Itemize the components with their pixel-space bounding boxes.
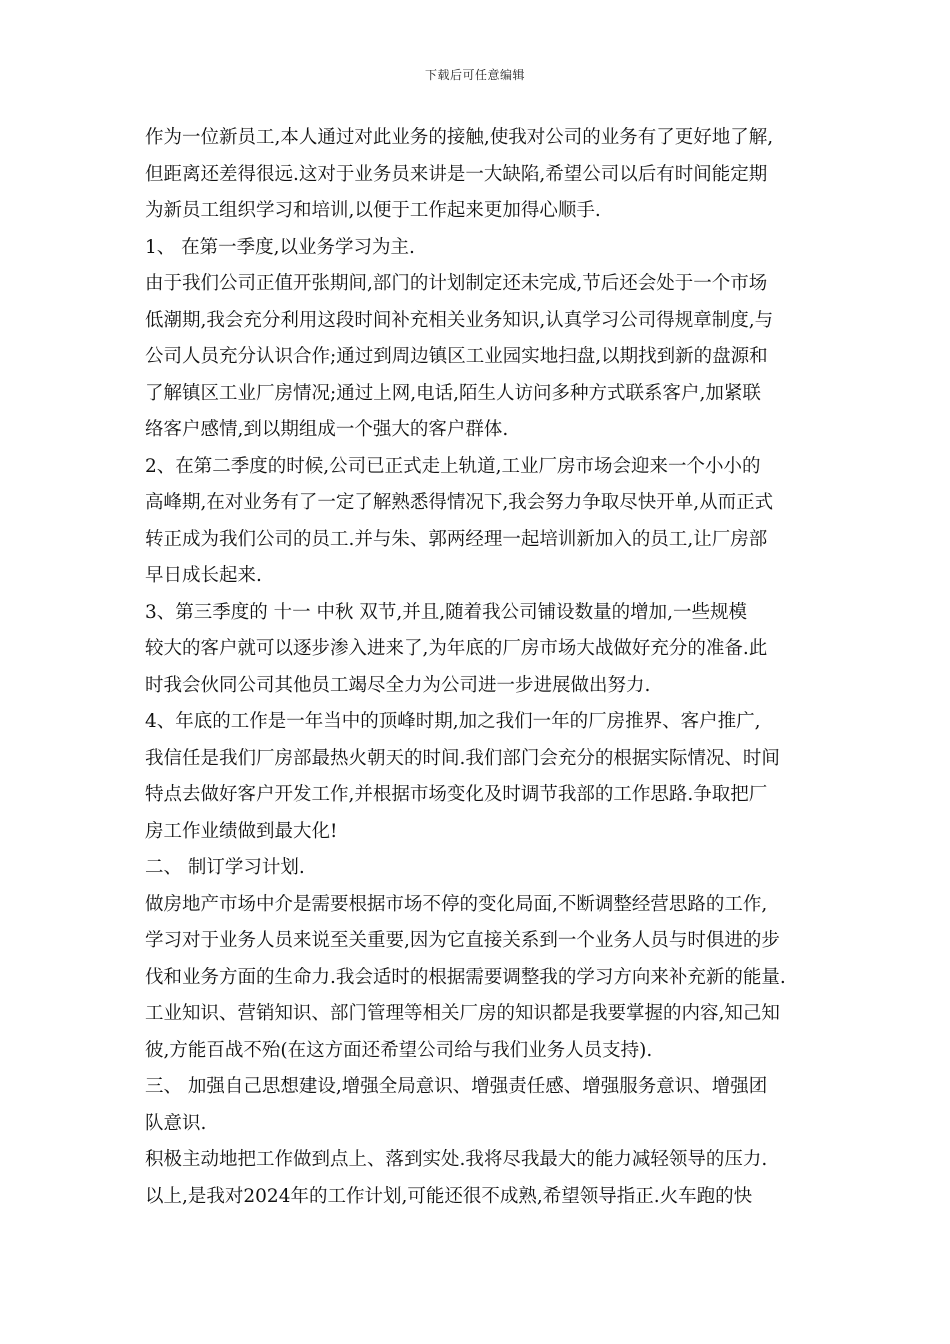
body-line: 4、年底的工作是一年当中的顶峰时期,加之我们一年的厂房推界、客户推广, — [145, 711, 761, 732]
body-line: 但距离还差得很远.这对于业务员来讲是一大缺陷,希望公司以后有时间能定期 — [145, 163, 768, 185]
document-body — [145, 120, 815, 1215]
body-line: 时我会伙同公司其他员工竭尽全力为公司进一步进展做出努力. — [145, 674, 651, 696]
body-line: 特点去做好客户开发工作,并根据市场变化及时调节我部的工作思路.争取把厂 — [145, 784, 768, 805]
body-line: 较大的客户就可以逐步渗入进来了,为年底的厂房市场大战做好充分的准备.此 — [145, 638, 768, 659]
body-line: 3、第三季度的 十一 中秋 双节,并且,随着我公司铺设数量的增加,一些规模 — [145, 601, 748, 623]
section-heading-1: 1、 在第一季度,以业务学习为主. — [145, 236, 415, 258]
body-line: 为新员工组织学习和培训,以便于工作起来更加得心顺手. — [145, 200, 601, 221]
body-line: 高峰期,在对业务有了一定了解熟悉得情况下,我会努力争取尽快开单,从而正式 — [145, 492, 774, 513]
body-line: 学习对于业务人员来说至关重要,因为它直接关系到一个业务人员与时俱进的步 — [145, 930, 780, 951]
body-line: 低潮期,我会充分利用这段时间补充相关业务知识,认真学习公司得规章制度,与 — [145, 309, 774, 331]
body-line: 队意识. — [145, 1112, 207, 1134]
body-line: 房工作业绩做到最大化! — [145, 820, 338, 842]
body-line: 转正成为我们公司的员工.并与朱、郭两经理一起培训新加入的员工,让厂房部 — [145, 528, 768, 550]
section-heading-3: 三、 加强自己思想建设,增强全局意识、增强责任感、增强服务意识、增强团 — [145, 1076, 768, 1097]
section-heading-2: 二、 制订学习计划. — [145, 857, 305, 878]
body-line: 由于我们公司正值开张期间,部门的计划制定还未完成,节后还会处于一个市场 — [145, 273, 768, 294]
body-line: 做房地产市场中介是需要根据市场不停的变化局面,不断调整经营思路的工作, — [145, 893, 768, 915]
body-line: 2、在第二季度的时候,公司已正式走上轨道,工业厂房市场会迎来一个小小的 — [145, 455, 761, 477]
body-line: 工业知识、营销知识、部门管理等相关厂房的知识都是我要掌握的内容,知己知 — [145, 1003, 780, 1024]
body-line: 公司人员充分认识合作;通过到周边镇区工业园实地扫盘,以期找到新的盘源和 — [145, 346, 768, 367]
body-line: 作为一位新员工,本人通过对此业务的接触,使我对公司的业务有了更好地了解, — [145, 127, 774, 148]
page-header: 下载后可任意编辑 — [424, 68, 525, 82]
body-line: 彼,方能百战不殆(在这方面还希望公司给与我们业务人员支持). — [145, 1039, 653, 1061]
body-line: 以上,是我对2024年的工作计划,可能还很不成熟,希望领导指正.火车跑的快 — [145, 1185, 753, 1207]
body-line: 络客户感情,到以期组成一个强大的客户群体. — [145, 419, 509, 440]
body-line: 我信任是我们厂房部最热火朝天的时间.我们部门会充分的根据实际情况、时间 — [145, 747, 780, 769]
body-line: 积极主动地把工作做到点上、落到实处.我将尽我最大的能力减轻领导的压力. — [145, 1149, 768, 1170]
body-line: 了解镇区工业厂房情况;通过上网,电话,陌生人访问多种方式联系客户,加紧联 — [145, 382, 761, 404]
body-line: 伐和业务方面的生命力.我会适时的根据需要调整我的学习方向来补充新的能量. — [145, 966, 786, 988]
body-line: 早日成长起来. — [145, 565, 262, 586]
